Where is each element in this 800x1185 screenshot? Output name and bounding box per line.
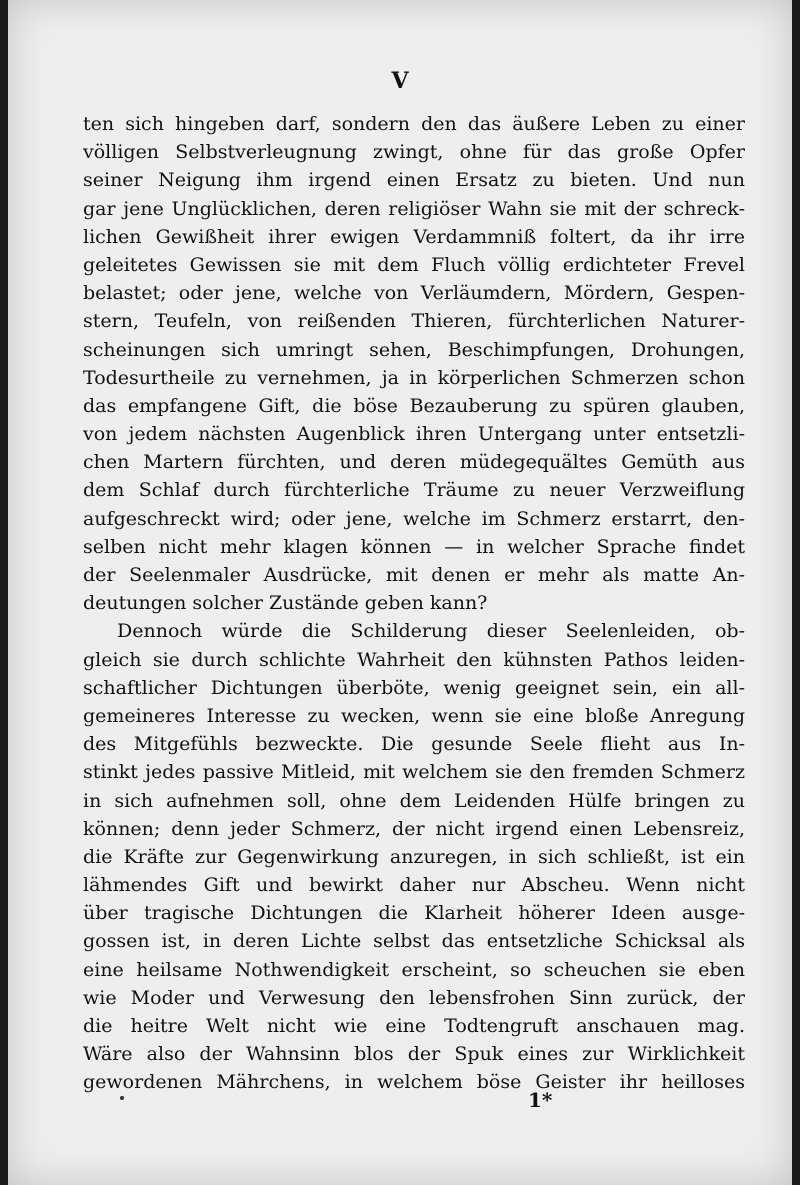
text-line: von jedem nächsten Augenblick ihren Untergang unter entsetzli- [83,423,745,446]
text-line: der Seelenmaler Ausdrücke, mit denen er mehr als matte An- [83,564,745,586]
text-line: lichen Gewißheit ihrer ewigen Verdammniß foltert, da ihr irre [83,225,745,248]
text-line: des Mitgefühls bezweckte. Die gesunde Seele flieht aus In- [83,733,745,756]
text-line: scheinungen sich umringt sehen, Beschimpfungen, Drohungen, [83,338,745,361]
signature-mark: 1* [528,1088,553,1112]
text-line: seiner Neigung ihm irgend einen Ersatz zu bieten. Und nun [83,169,745,192]
print-mark [120,1096,124,1100]
text-line: die Kräfte zur Gegenwirkung anzuregen, in sich schließt, ist ein [83,845,745,868]
text-line: stinkt jedes passive Mitleid, mit welchem sie den fremden Schmerz [83,761,745,784]
text-line: in sich aufnehmen soll, ohne dem Leidenden Hülfe bringen zu [83,789,745,812]
text-line: aufgeschreckt wird; oder jene, welche im Schmerz erstarrt, den- [83,507,745,530]
text-line: gemeineres Interesse zu wecken, wenn sie eine bloße Anregung [83,704,745,727]
text-line: können; denn jeder Schmerz, der nicht irgend einen Lebensreiz, [83,817,745,840]
text-line: gleich sie durch schlichte Wahrheit den kühnsten Pathos leiden- [83,648,745,671]
text-line: das empfangene Gift, die böse Bezauberung zu spüren glauben, [83,394,745,417]
text-line: gar jene Unglücklichen, deren religiöser Wahn sie mit der schreck- [83,197,745,220]
text-line: lähmendes Gift und bewirkt daher nur Abscheu. Wenn nicht [83,874,745,897]
text-line: chen Martern fürchten, und deren müdegequältes Gemüth aus [83,451,745,474]
text-line: Todesurtheile zu vernehmen, ja in körperlichen Schmerzen schon [83,366,745,389]
text-line: gewordenen Mährchens, in welchem böse Geister ihr heilloses [83,1071,745,1094]
text-line: selben nicht mehr klagen können — in welcher Sprache findet [83,535,745,558]
text-line: ten sich hingeben darf, sondern den das äußere Leben zu einer [83,113,745,135]
text-line: über tragische Dichtungen die Klarheit höherer Ideen ausge- [83,902,745,925]
body-text [83,110,745,1097]
text-line: dem Schlaf durch fürchterliche Träume zu neuer Verzweiflung [83,479,745,502]
text-line: geleitetes Gewissen sie mit dem Fluch völlig erdichteter Frevel [83,253,745,276]
text-line: eine heilsame Nothwendigkeit erscheint, so scheuchen sie eben [83,958,745,981]
text-line: völligen Selbstverleugnung zwingt, ohne für das große Opfer [83,141,745,164]
text-line: deutungen solcher Zustände geben kann? [83,592,488,615]
text-line: gossen ist, in deren Lichte selbst das entsetzliche Schicksal als [83,930,745,953]
text-line: stern, Teufeln, von reißenden Thieren, fürchterlichen Naturer- [83,310,745,333]
text-line: Dennoch würde die Schilderung dieser Seelenleiden, ob- [117,620,745,643]
book-page [8,0,792,1185]
text-line: Wäre also der Wahnsinn blos der Spuk eines zur Wirklichkeit [83,1043,745,1066]
text-line: die heitre Welt nicht wie eine Todtengruft anschauen mag. [83,1015,745,1037]
text-line: belastet; oder jene, welche von Verläumdern, Mördern, Gespen- [83,282,745,305]
text-line: schaftlicher Dichtungen überböte, wenig geeignet sein, ein all- [83,676,745,699]
page-number: V [391,68,409,94]
text-line: wie Moder und Verwesung den lebensfrohen Sinn zurück, der [83,986,745,1009]
